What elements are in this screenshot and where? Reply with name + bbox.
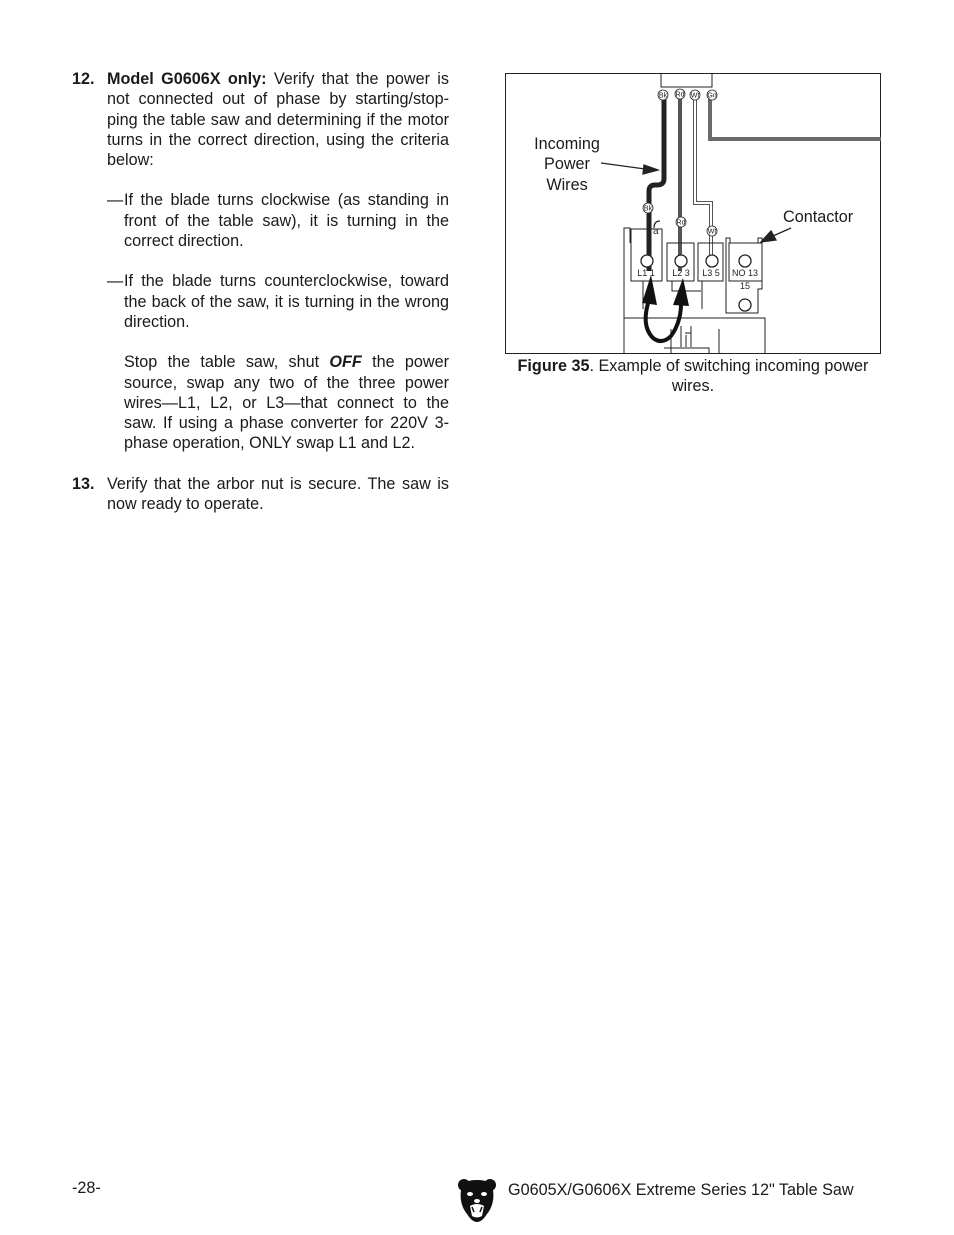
off-emphasis: OFF: [329, 353, 362, 372]
gn-tag: Gn: [707, 92, 717, 100]
instructions-column: [72, 69, 449, 514]
contactor-label: Contactor: [783, 208, 854, 226]
terminal-l3-label: L3 5: [702, 268, 720, 278]
rd-tag: Rd: [676, 219, 686, 227]
step-12-lead: Model G0606X only:: [107, 70, 267, 88]
stop-text-after: the power source, swap any two of the three power wires—L1, L2, or L3—that connect to the saw. If using a phase converter for 220V 3-phase operation, ONLY swap L1 and L2.: [124, 353, 449, 453]
clockwise-criterion: [107, 190, 449, 251]
terminal-l1-label: L1 1: [637, 268, 655, 278]
step-13: [72, 474, 449, 515]
step-12-text: Verify that the power is not connected out of phase by starting/stop-ping the table saw and determining if the motor turns in the correct direction, using the criteria below:: [107, 70, 449, 170]
incoming-line-1: Incoming: [534, 135, 600, 153]
caption-text: . Example of switching incoming power wires.: [589, 357, 869, 396]
dash: —: [107, 272, 124, 291]
criterion-text: If the blade turns clockwise (as standing in front of the table saw), it is turning in the correct direction.: [124, 191, 449, 251]
incoming-line-2: Power: [544, 155, 590, 173]
criterion-text: If the blade turns counterclockwise, toward the back of the saw, it is turning in the wrong direction.: [124, 272, 449, 331]
terminal-l2-label: L2 3: [672, 268, 690, 278]
terminal-no-label: NO 13: [731, 268, 759, 278]
step-13-text: Verify that the arbor nut is secure. The saw is now ready to operate.: [107, 474, 449, 514]
rd-tag: Rd: [675, 91, 685, 99]
swap-wires-instruction: [107, 352, 449, 453]
step-12-intro: [107, 69, 449, 170]
wt-tag: Wt: [690, 92, 700, 100]
terminal-mark-a: a: [653, 226, 659, 237]
counterclockwise-criterion: [107, 271, 449, 332]
figure-caption: [505, 356, 881, 397]
terminal-15-label: 15: [739, 281, 751, 291]
figure-35-diagram: [505, 73, 881, 354]
step-12: [72, 69, 449, 454]
bk-tag: Bk: [658, 92, 668, 100]
page-number: -28-: [72, 1179, 101, 1197]
manual-title: G0605X/G0606X Extreme Series 12" Table Saw: [508, 1181, 854, 1199]
step-number: 13.: [72, 474, 95, 493]
step-number: 12.: [72, 70, 95, 88]
wt-tag: Wt: [707, 228, 717, 236]
incoming-line-3: Wires: [546, 176, 588, 194]
caption-label: Figure 35: [517, 357, 590, 375]
dash: —: [107, 191, 124, 210]
bk-tag: Bk: [643, 205, 653, 213]
stop-text-before: Stop the table saw, shut: [124, 353, 330, 372]
bear-logo-icon: [457, 1176, 497, 1224]
